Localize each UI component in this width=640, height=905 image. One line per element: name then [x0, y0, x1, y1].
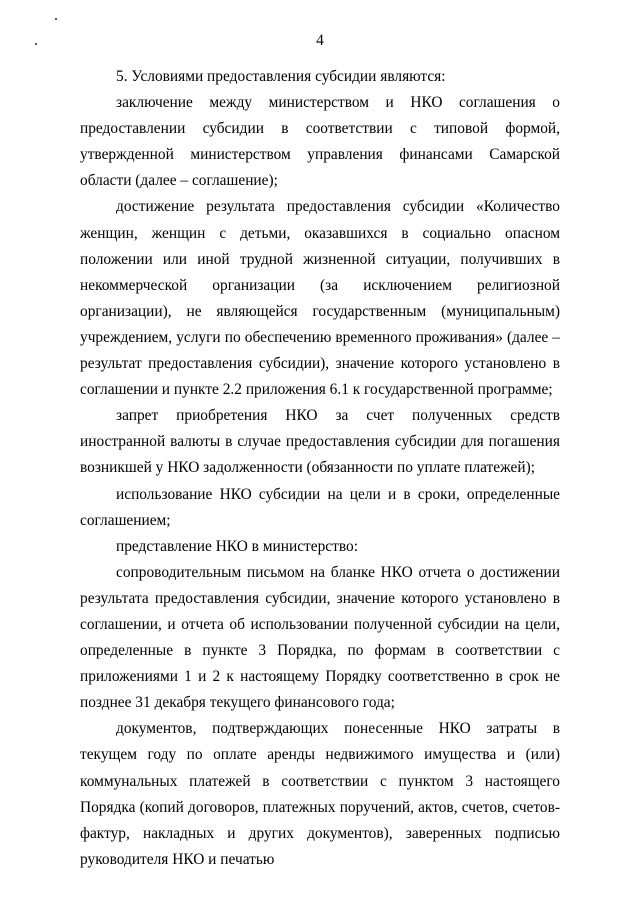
- paragraph-currency-ban: запрет приобретения НКО за счет полученных средств иностранной валюты в случае предоставления субсидии для погашения возникшей у НКО задолженности (обязанности по уплате платежей);: [80, 407, 560, 477]
- paragraph-submission: представление НКО в министерство:: [116, 537, 358, 555]
- scan-speck: [55, 18, 57, 20]
- paragraph-result-achievement: достижение результата предоставления субсидии «Количество женщин, женщин с детьми, оказавшихся в социально опасном положении или иной трудной жизненной ситуации, получивших в некоммерческой организации (за исключением религиозной организации), не являющейся государственным (муниципальным) учреждением, услуги по обеспечению временного проживания» (далее – результат предоставления субсидии), значение которого установлено в соглашении и пункте 2.2 приложения 6.1 к государственной программе;: [80, 198, 560, 399]
- paragraph-conditions-heading: 5. Условиями предоставления субсидии являются:: [116, 68, 446, 85]
- paragraph-report-letter: сопроводительным письмом на бланке НКО отчета о достижении результата предоставления субсидии, значение которого установлено в соглашении, и отчета об использовании полученной субсидии на цели, определенные в пункте 3 Порядка, по формам в соответствии с приложениями 1 и 2 к настоящему Порядку соответственно в срок не позднее 31 декабря текущего финансового года;: [80, 563, 560, 712]
- document-body: [80, 64, 560, 873]
- paragraph-subsidy-use: использование НКО субсидии на цели и в сроки, определенные соглашением;: [80, 485, 560, 529]
- paragraph-agreement: заключение между министерством и НКО соглашения о предоставлении субсидии в соответствии с типовой формой, утвержденной министерством управления финансами Самарской области (далее – соглашение);: [80, 94, 560, 190]
- page-number: 4: [316, 32, 324, 49]
- paragraph-expense-documents: документов, подтверждающих понесенные НКО затраты в текущем году по оплате аренды недвижимого имущества и (или) коммунальных платежей в соответствии с пунктом 3 настоящего Порядка (копий договоров, платежных поручений, актов, счетов, счетов-фактур, накладных и других документов), заверенных подписью руководителя НКО и печатью: [80, 720, 560, 868]
